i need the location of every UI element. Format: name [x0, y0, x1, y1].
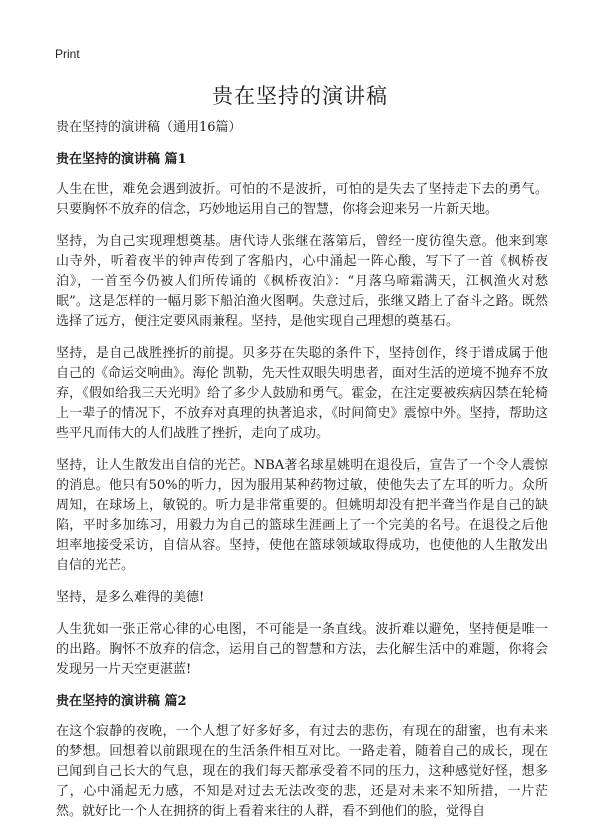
- document-body: [56, 118, 548, 828]
- section-1-paragraph-1: 人生在世，难免会遇到波折。可怕的不是波折，可怕的是失去了坚持走下去的勇气。只要胸怀不放弃的信念，巧妙地运用自己的智慧，你将会迎来另一片新天地。: [56, 182, 548, 217]
- section-1-paragraph-2: 坚持，为自己实现理想奠基。唐代诗人张继在落第后，曾经一度彷徨失意。他来到寒山寺外，听着夜半的钟声传到了客船内，心中涌起一阵心酸，写下了一首《枫桥夜泊》，一首至今仍被人们所传诵的《枫桥夜泊》：“月落乌啼霜满天，江枫渔火对愁眠”。这是怎样的一幅月影下船泊渔火图啊。失意过后，张继又踏上了奋斗之路。既然选择了远方，便注定要风雨兼程。坚持，是他实现自己理想的奠基石。: [56, 234, 548, 329]
- section-heading-2: 贵在坚持的演讲稿 篇2: [56, 694, 187, 709]
- section-1-paragraph-4: 坚持，让人生散发出自信的光芒。NBA著名球星姚明在退役后，宣告了一个令人震惊的消息。他只有50%的听力，因为服用某种药物过敏，使他失去了左耳的听力。众所周知，在球场上，敏锐的。听力是非常重要的。但姚明却没有把半聋当作是自己的缺陷，平时多加练习，用毅力为自己的篮球生涯画上了一个完美的名号。在退役之后他坦率地接受采访，自信从容。坚持，使他在篮球领域取得成功，也使他的人生散发出自信的光芒。: [56, 458, 548, 573]
- document-title: 贵在坚持的演讲稿: [212, 84, 388, 108]
- section-1-paragraph-6: 人生犹如一张正常心律的心电图，不可能是一条直线。波折难以避免，坚持便是唯一的出路。胸怀不放弃的信念，运用自己的智慧和方法，去化解生活中的难题，你将会发现另一片天空更湛蓝!: [56, 622, 548, 677]
- section-2-paragraph-1: 在这个寂静的夜晚，一个人想了好多好多，有过去的悲伤，有现在的甜蜜，也有未来的梦想。回想着以前跟现在的生活条件相互对比。一路走着，随着自己的成长，现在已闻到自己长大的气息，现在的我们每天都承受着不同的压力，这种感觉好怪，想多了，心中涌起无力感，不知是对过去无法改变的悲，还是对未来不知所措，一片茫然。就好比一个人在拥挤的街上看着来往的人群，看不到他们的脸，觉得自: [56, 724, 548, 819]
- section-1-paragraph-3: 坚持，是自己战胜挫折的前提。贝多芬在失聪的条件下，坚持创作，终于谱成属于他自己的《命运交响曲》。海伦 凯勒，先天性双眼失明患者，面对生活的逆境不抛弃不放弃，《假如给我三天光明》给了多少人鼓励和勇气。霍金，在注定要被疾病囚禁在轮椅上一辈子的情况下，不放弃对真理的执著追求，《时间简史》震惊中外。坚持，帮助这些平凡而伟大的人们战胜了挫折，走向了成功。: [56, 346, 548, 441]
- section-1-paragraph-5: 坚持，是多么难得的美德!: [56, 590, 205, 605]
- document-subtitle: 贵在坚持的演讲稿（通用16篇）: [56, 120, 242, 135]
- print-label: Print: [55, 47, 80, 61]
- section-heading-1: 贵在坚持的演讲稿 篇1: [56, 152, 187, 167]
